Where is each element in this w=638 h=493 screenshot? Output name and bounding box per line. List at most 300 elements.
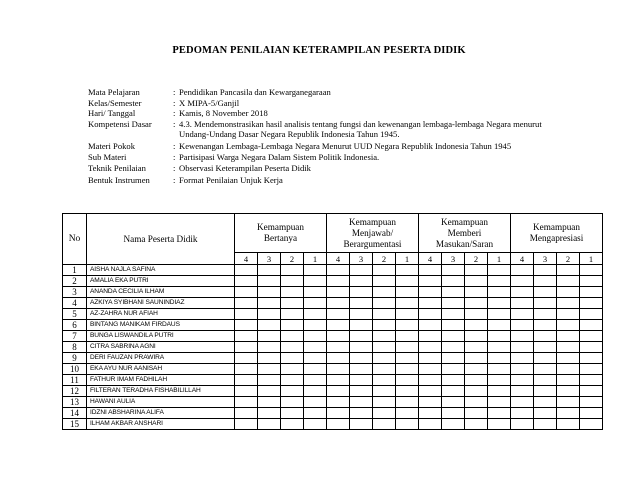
score-cell[interactable] (350, 287, 373, 298)
score-cell[interactable] (488, 287, 511, 298)
score-cell[interactable] (534, 397, 557, 408)
score-cell[interactable] (511, 353, 534, 364)
score-cell[interactable] (488, 265, 511, 276)
info-label: Sub Materi (88, 151, 127, 162)
score-cell[interactable] (442, 276, 465, 287)
score-cell[interactable] (281, 331, 304, 342)
criterion-line: Mengapresiasi (529, 233, 584, 243)
score-cell[interactable] (304, 309, 327, 320)
score-cell[interactable] (488, 276, 511, 287)
score-cell[interactable] (304, 419, 327, 430)
student-name: ILHAM AKBAR ANSHARI (87, 419, 235, 430)
info-value: Pendidikan Pancasila dan Kewarganegaraan (179, 87, 331, 97)
info-value: X MIPA-5/Ganjil (179, 97, 240, 108)
score-cell[interactable] (488, 353, 511, 364)
score-cell[interactable] (488, 298, 511, 309)
score-cell[interactable] (350, 320, 373, 331)
table-row (63, 386, 603, 397)
score-cell[interactable] (258, 364, 281, 375)
criterion-line: Masukan/Saran (435, 238, 494, 249)
score-cell[interactable] (258, 276, 281, 287)
score-cell[interactable] (557, 287, 580, 298)
score-cell[interactable] (304, 265, 327, 276)
score-cell[interactable] (235, 364, 258, 375)
score-cell[interactable] (373, 408, 396, 419)
score-cell[interactable] (396, 331, 419, 342)
score-header-cell: 1 (488, 253, 511, 265)
score-cell[interactable] (350, 397, 373, 408)
score-cell[interactable] (580, 375, 603, 386)
score-cell[interactable] (281, 375, 304, 386)
assessment-table (62, 213, 603, 430)
score-cell[interactable] (465, 364, 488, 375)
score-cell[interactable] (281, 419, 304, 430)
score-cell[interactable] (465, 287, 488, 298)
score-cell[interactable] (327, 320, 350, 331)
info-colon: : (173, 87, 176, 97)
student-number: 2 (63, 276, 87, 287)
score-cell[interactable] (327, 375, 350, 386)
score-cell[interactable] (442, 375, 465, 386)
score-cell[interactable] (580, 364, 603, 375)
score-cell[interactable] (350, 265, 373, 276)
score-cell[interactable] (419, 309, 442, 320)
score-cell[interactable] (258, 397, 281, 408)
score-cell[interactable] (465, 408, 488, 419)
score-cell[interactable] (511, 419, 534, 430)
student-number: 11 (63, 375, 87, 386)
score-cell[interactable] (327, 342, 350, 353)
score-cell[interactable] (258, 386, 281, 397)
score-cell[interactable] (557, 309, 580, 320)
score-cell[interactable] (350, 331, 373, 342)
score-cell[interactable] (488, 320, 511, 331)
score-cell[interactable] (534, 331, 557, 342)
score-cell[interactable] (235, 320, 258, 331)
score-cell[interactable] (442, 287, 465, 298)
score-cell[interactable] (534, 353, 557, 364)
score-cell[interactable] (534, 364, 557, 375)
student-number: 13 (63, 397, 87, 408)
score-cell[interactable] (235, 331, 258, 342)
criterion-header (327, 214, 419, 253)
score-cell[interactable] (511, 364, 534, 375)
score-cell[interactable] (350, 276, 373, 287)
score-cell[interactable] (442, 342, 465, 353)
score-cell[interactable] (258, 419, 281, 430)
score-cell[interactable] (580, 331, 603, 342)
score-cell[interactable] (373, 353, 396, 364)
info-value: Observasi Keterampilan Peserta Didik (179, 163, 311, 174)
score-cell[interactable] (419, 386, 442, 397)
score-cell[interactable] (442, 397, 465, 408)
student-name: HAWANI AULIA (87, 397, 235, 408)
table-row (63, 375, 603, 386)
score-cell[interactable] (557, 386, 580, 397)
score-cell[interactable] (580, 276, 603, 287)
score-cell[interactable] (281, 265, 304, 276)
score-cell[interactable] (442, 331, 465, 342)
score-cell[interactable] (534, 276, 557, 287)
info-mata-pelajaran (88, 87, 568, 98)
score-cell[interactable] (419, 397, 442, 408)
score-cell[interactable] (235, 375, 258, 386)
score-cell[interactable] (442, 265, 465, 276)
score-cell[interactable] (488, 386, 511, 397)
score-cell[interactable] (281, 320, 304, 331)
score-cell[interactable] (258, 353, 281, 364)
score-header-cell: 4 (511, 253, 534, 265)
score-cell[interactable] (580, 353, 603, 364)
student-name: AMALIA EKA PUTRI (87, 276, 235, 287)
header-row (63, 214, 603, 253)
score-cell[interactable] (304, 298, 327, 309)
score-cell[interactable] (281, 353, 304, 364)
score-cell[interactable] (442, 386, 465, 397)
score-cell[interactable] (488, 331, 511, 342)
student-number: 6 (63, 320, 87, 331)
info-label: Kelas/Semester (88, 97, 142, 108)
score-cell[interactable] (580, 397, 603, 408)
info-hari-tanggal (88, 108, 568, 119)
score-cell[interactable] (396, 408, 419, 419)
score-cell[interactable] (373, 265, 396, 276)
criterion-line: Kemampuan (349, 216, 396, 227)
score-cell[interactable] (465, 298, 488, 309)
score-cell[interactable] (534, 265, 557, 276)
score-cell[interactable] (350, 375, 373, 386)
score-cell[interactable] (419, 364, 442, 375)
score-cell[interactable] (304, 397, 327, 408)
score-cell[interactable] (465, 386, 488, 397)
score-cell[interactable] (373, 276, 396, 287)
score-cell[interactable] (488, 309, 511, 320)
score-cell[interactable] (465, 320, 488, 331)
score-cell[interactable] (419, 265, 442, 276)
info-colon: : (173, 118, 176, 129)
score-cell[interactable] (557, 364, 580, 375)
info-value: Kamis, 8 November 2018 (179, 108, 268, 119)
score-cell[interactable] (534, 375, 557, 386)
score-cell[interactable] (557, 375, 580, 386)
score-cell[interactable] (327, 408, 350, 419)
score-cell[interactable] (557, 331, 580, 342)
score-cell[interactable] (350, 298, 373, 309)
score-cell[interactable] (258, 287, 281, 298)
info-colon: : (173, 108, 176, 119)
score-cell[interactable] (511, 276, 534, 287)
score-cell[interactable] (235, 342, 258, 353)
score-cell[interactable] (235, 276, 258, 287)
score-cell[interactable] (465, 353, 488, 364)
info-colon: : (173, 97, 176, 108)
score-cell[interactable] (557, 320, 580, 331)
info-label: Kompetensi Dasar (88, 118, 152, 129)
score-cell[interactable] (281, 408, 304, 419)
score-cell[interactable] (419, 331, 442, 342)
score-header-cell: 4 (419, 253, 442, 265)
score-cell[interactable] (350, 342, 373, 353)
info-kelas-semester (88, 98, 568, 109)
score-cell[interactable] (396, 375, 419, 386)
score-cell[interactable] (580, 386, 603, 397)
score-cell[interactable] (511, 331, 534, 342)
score-cell[interactable] (580, 419, 603, 430)
student-number: 7 (63, 331, 87, 342)
score-cell[interactable] (235, 386, 258, 397)
score-cell[interactable] (235, 287, 258, 298)
score-cell[interactable] (235, 265, 258, 276)
score-cell[interactable] (511, 287, 534, 298)
score-cell[interactable] (511, 397, 534, 408)
score-cell[interactable] (465, 265, 488, 276)
score-cell[interactable] (465, 276, 488, 287)
score-cell[interactable] (419, 419, 442, 430)
score-cell[interactable] (396, 276, 419, 287)
score-cell[interactable] (534, 287, 557, 298)
score-cell[interactable] (396, 386, 419, 397)
table-row (63, 265, 603, 276)
score-cell[interactable] (442, 298, 465, 309)
score-cell[interactable] (235, 397, 258, 408)
score-cell[interactable] (419, 353, 442, 364)
score-cell[interactable] (396, 364, 419, 375)
score-cell[interactable] (419, 375, 442, 386)
score-cell[interactable] (304, 287, 327, 298)
score-cell[interactable] (304, 276, 327, 287)
score-cell[interactable] (557, 265, 580, 276)
score-cell[interactable] (281, 309, 304, 320)
score-cell[interactable] (327, 386, 350, 397)
score-cell[interactable] (235, 298, 258, 309)
score-cell[interactable] (327, 276, 350, 287)
info-value (179, 119, 568, 140)
table-row (63, 320, 603, 331)
score-cell[interactable] (373, 298, 396, 309)
score-cell[interactable] (373, 320, 396, 331)
score-cell[interactable] (327, 364, 350, 375)
score-cell[interactable] (304, 375, 327, 386)
score-cell[interactable] (488, 419, 511, 430)
assessment-info (88, 87, 568, 185)
info-colon: : (173, 140, 176, 151)
score-cell[interactable] (327, 309, 350, 320)
score-cell[interactable] (258, 309, 281, 320)
score-cell[interactable] (258, 320, 281, 331)
score-cell[interactable] (511, 309, 534, 320)
info-value-line2: Undang-Undang Dasar Negara Republik Indonesia Tahun 1945. (179, 129, 400, 140)
score-cell[interactable] (350, 353, 373, 364)
score-cell[interactable] (419, 342, 442, 353)
score-cell[interactable] (442, 309, 465, 320)
score-cell[interactable] (534, 309, 557, 320)
score-cell[interactable] (465, 419, 488, 430)
score-cell[interactable] (534, 342, 557, 353)
score-header-cell: 1 (396, 253, 419, 265)
student-name: FILTERAN TERADHA FISHABILILLAH (87, 386, 235, 397)
score-cell[interactable] (373, 386, 396, 397)
score-cell[interactable] (419, 408, 442, 419)
score-cell[interactable] (442, 408, 465, 419)
score-cell[interactable] (258, 408, 281, 419)
score-cell[interactable] (281, 287, 304, 298)
score-cell[interactable] (396, 309, 419, 320)
score-cell[interactable] (258, 298, 281, 309)
score-cell[interactable] (373, 331, 396, 342)
score-cell[interactable] (396, 397, 419, 408)
score-cell[interactable] (488, 342, 511, 353)
score-cell[interactable] (327, 419, 350, 430)
score-cell[interactable] (557, 353, 580, 364)
score-cell[interactable] (557, 419, 580, 430)
score-cell[interactable] (327, 331, 350, 342)
score-cell[interactable] (281, 386, 304, 397)
score-cell[interactable] (557, 397, 580, 408)
score-cell[interactable] (373, 375, 396, 386)
score-cell[interactable] (534, 320, 557, 331)
score-cell[interactable] (419, 287, 442, 298)
score-cell[interactable] (580, 408, 603, 419)
score-cell[interactable] (465, 397, 488, 408)
score-cell[interactable] (580, 309, 603, 320)
student-name: EKA AYU NUR AANISAH (87, 364, 235, 375)
student-number: 8 (63, 342, 87, 353)
score-cell[interactable] (488, 375, 511, 386)
score-cell[interactable] (327, 298, 350, 309)
criterion-line: Memberi (447, 227, 482, 238)
score-cell[interactable] (304, 331, 327, 342)
score-cell[interactable] (396, 419, 419, 430)
info-kompetensi-dasar (88, 119, 568, 140)
score-cell[interactable] (396, 287, 419, 298)
score-header-cell: 3 (442, 253, 465, 265)
score-cell[interactable] (350, 386, 373, 397)
score-cell[interactable] (511, 386, 534, 397)
score-cell[interactable] (396, 298, 419, 309)
score-cell[interactable] (304, 364, 327, 375)
score-cell[interactable] (281, 276, 304, 287)
table-row (63, 419, 603, 430)
table-row (63, 364, 603, 375)
score-cell[interactable] (580, 342, 603, 353)
table-row (63, 342, 603, 353)
score-cell[interactable] (465, 342, 488, 353)
score-cell[interactable] (557, 342, 580, 353)
score-cell[interactable] (442, 364, 465, 375)
score-cell[interactable] (258, 375, 281, 386)
score-cell[interactable] (235, 309, 258, 320)
criterion-header (511, 214, 603, 253)
score-cell[interactable] (327, 353, 350, 364)
score-cell[interactable] (281, 298, 304, 309)
student-number: 5 (63, 309, 87, 320)
score-cell[interactable] (511, 375, 534, 386)
score-cell[interactable] (442, 320, 465, 331)
score-cell[interactable] (419, 276, 442, 287)
score-cell[interactable] (557, 408, 580, 419)
score-cell[interactable] (304, 353, 327, 364)
score-cell[interactable] (396, 342, 419, 353)
score-cell[interactable] (534, 298, 557, 309)
score-cell[interactable] (350, 419, 373, 430)
score-cell[interactable] (580, 298, 603, 309)
score-cell[interactable] (488, 397, 511, 408)
score-cell[interactable] (304, 342, 327, 353)
table-row (63, 353, 603, 364)
score-cell[interactable] (258, 342, 281, 353)
score-cell[interactable] (511, 320, 534, 331)
score-cell[interactable] (511, 265, 534, 276)
score-cell[interactable] (580, 320, 603, 331)
score-cell[interactable] (327, 265, 350, 276)
score-cell[interactable] (235, 353, 258, 364)
score-cell[interactable] (396, 353, 419, 364)
score-cell[interactable] (235, 419, 258, 430)
score-cell[interactable] (281, 397, 304, 408)
score-cell[interactable] (557, 276, 580, 287)
score-cell[interactable] (373, 342, 396, 353)
score-cell[interactable] (350, 408, 373, 419)
info-colon: : (173, 151, 176, 162)
table-row (63, 408, 603, 419)
score-cell[interactable] (304, 320, 327, 331)
table-row (63, 309, 603, 320)
student-name: AISHA NAJLA SAFINA (87, 265, 235, 276)
score-cell[interactable] (373, 419, 396, 430)
score-cell[interactable] (350, 364, 373, 375)
score-header-cell: 4 (235, 253, 258, 265)
score-cell[interactable] (373, 397, 396, 408)
score-cell[interactable] (534, 408, 557, 419)
score-cell[interactable] (396, 320, 419, 331)
score-cell[interactable] (465, 309, 488, 320)
score-cell[interactable] (580, 265, 603, 276)
score-cell[interactable] (396, 265, 419, 276)
score-cell[interactable] (580, 287, 603, 298)
score-cell[interactable] (258, 265, 281, 276)
score-cell[interactable] (281, 342, 304, 353)
score-cell[interactable] (534, 386, 557, 397)
score-cell[interactable] (442, 353, 465, 364)
score-cell[interactable] (419, 320, 442, 331)
score-cell[interactable] (511, 408, 534, 419)
info-sub-materi (88, 152, 568, 163)
score-cell[interactable] (534, 419, 557, 430)
score-cell[interactable] (235, 408, 258, 419)
score-cell[interactable] (511, 298, 534, 309)
score-cell[interactable] (465, 331, 488, 342)
score-cell[interactable] (373, 309, 396, 320)
score-cell[interactable] (511, 342, 534, 353)
score-cell[interactable] (419, 298, 442, 309)
score-cell[interactable] (281, 364, 304, 375)
score-cell[interactable] (442, 419, 465, 430)
score-cell[interactable] (557, 298, 580, 309)
score-cell[interactable] (488, 364, 511, 375)
score-cell[interactable] (488, 408, 511, 419)
score-cell[interactable] (327, 287, 350, 298)
score-cell[interactable] (350, 309, 373, 320)
info-label: Materi Pokok (88, 140, 136, 151)
score-cell[interactable] (373, 364, 396, 375)
score-cell[interactable] (465, 375, 488, 386)
score-cell[interactable] (304, 386, 327, 397)
criterion-header (235, 214, 327, 253)
score-cell[interactable] (327, 397, 350, 408)
score-cell[interactable] (373, 287, 396, 298)
score-cell[interactable] (258, 331, 281, 342)
score-cell[interactable] (304, 408, 327, 419)
